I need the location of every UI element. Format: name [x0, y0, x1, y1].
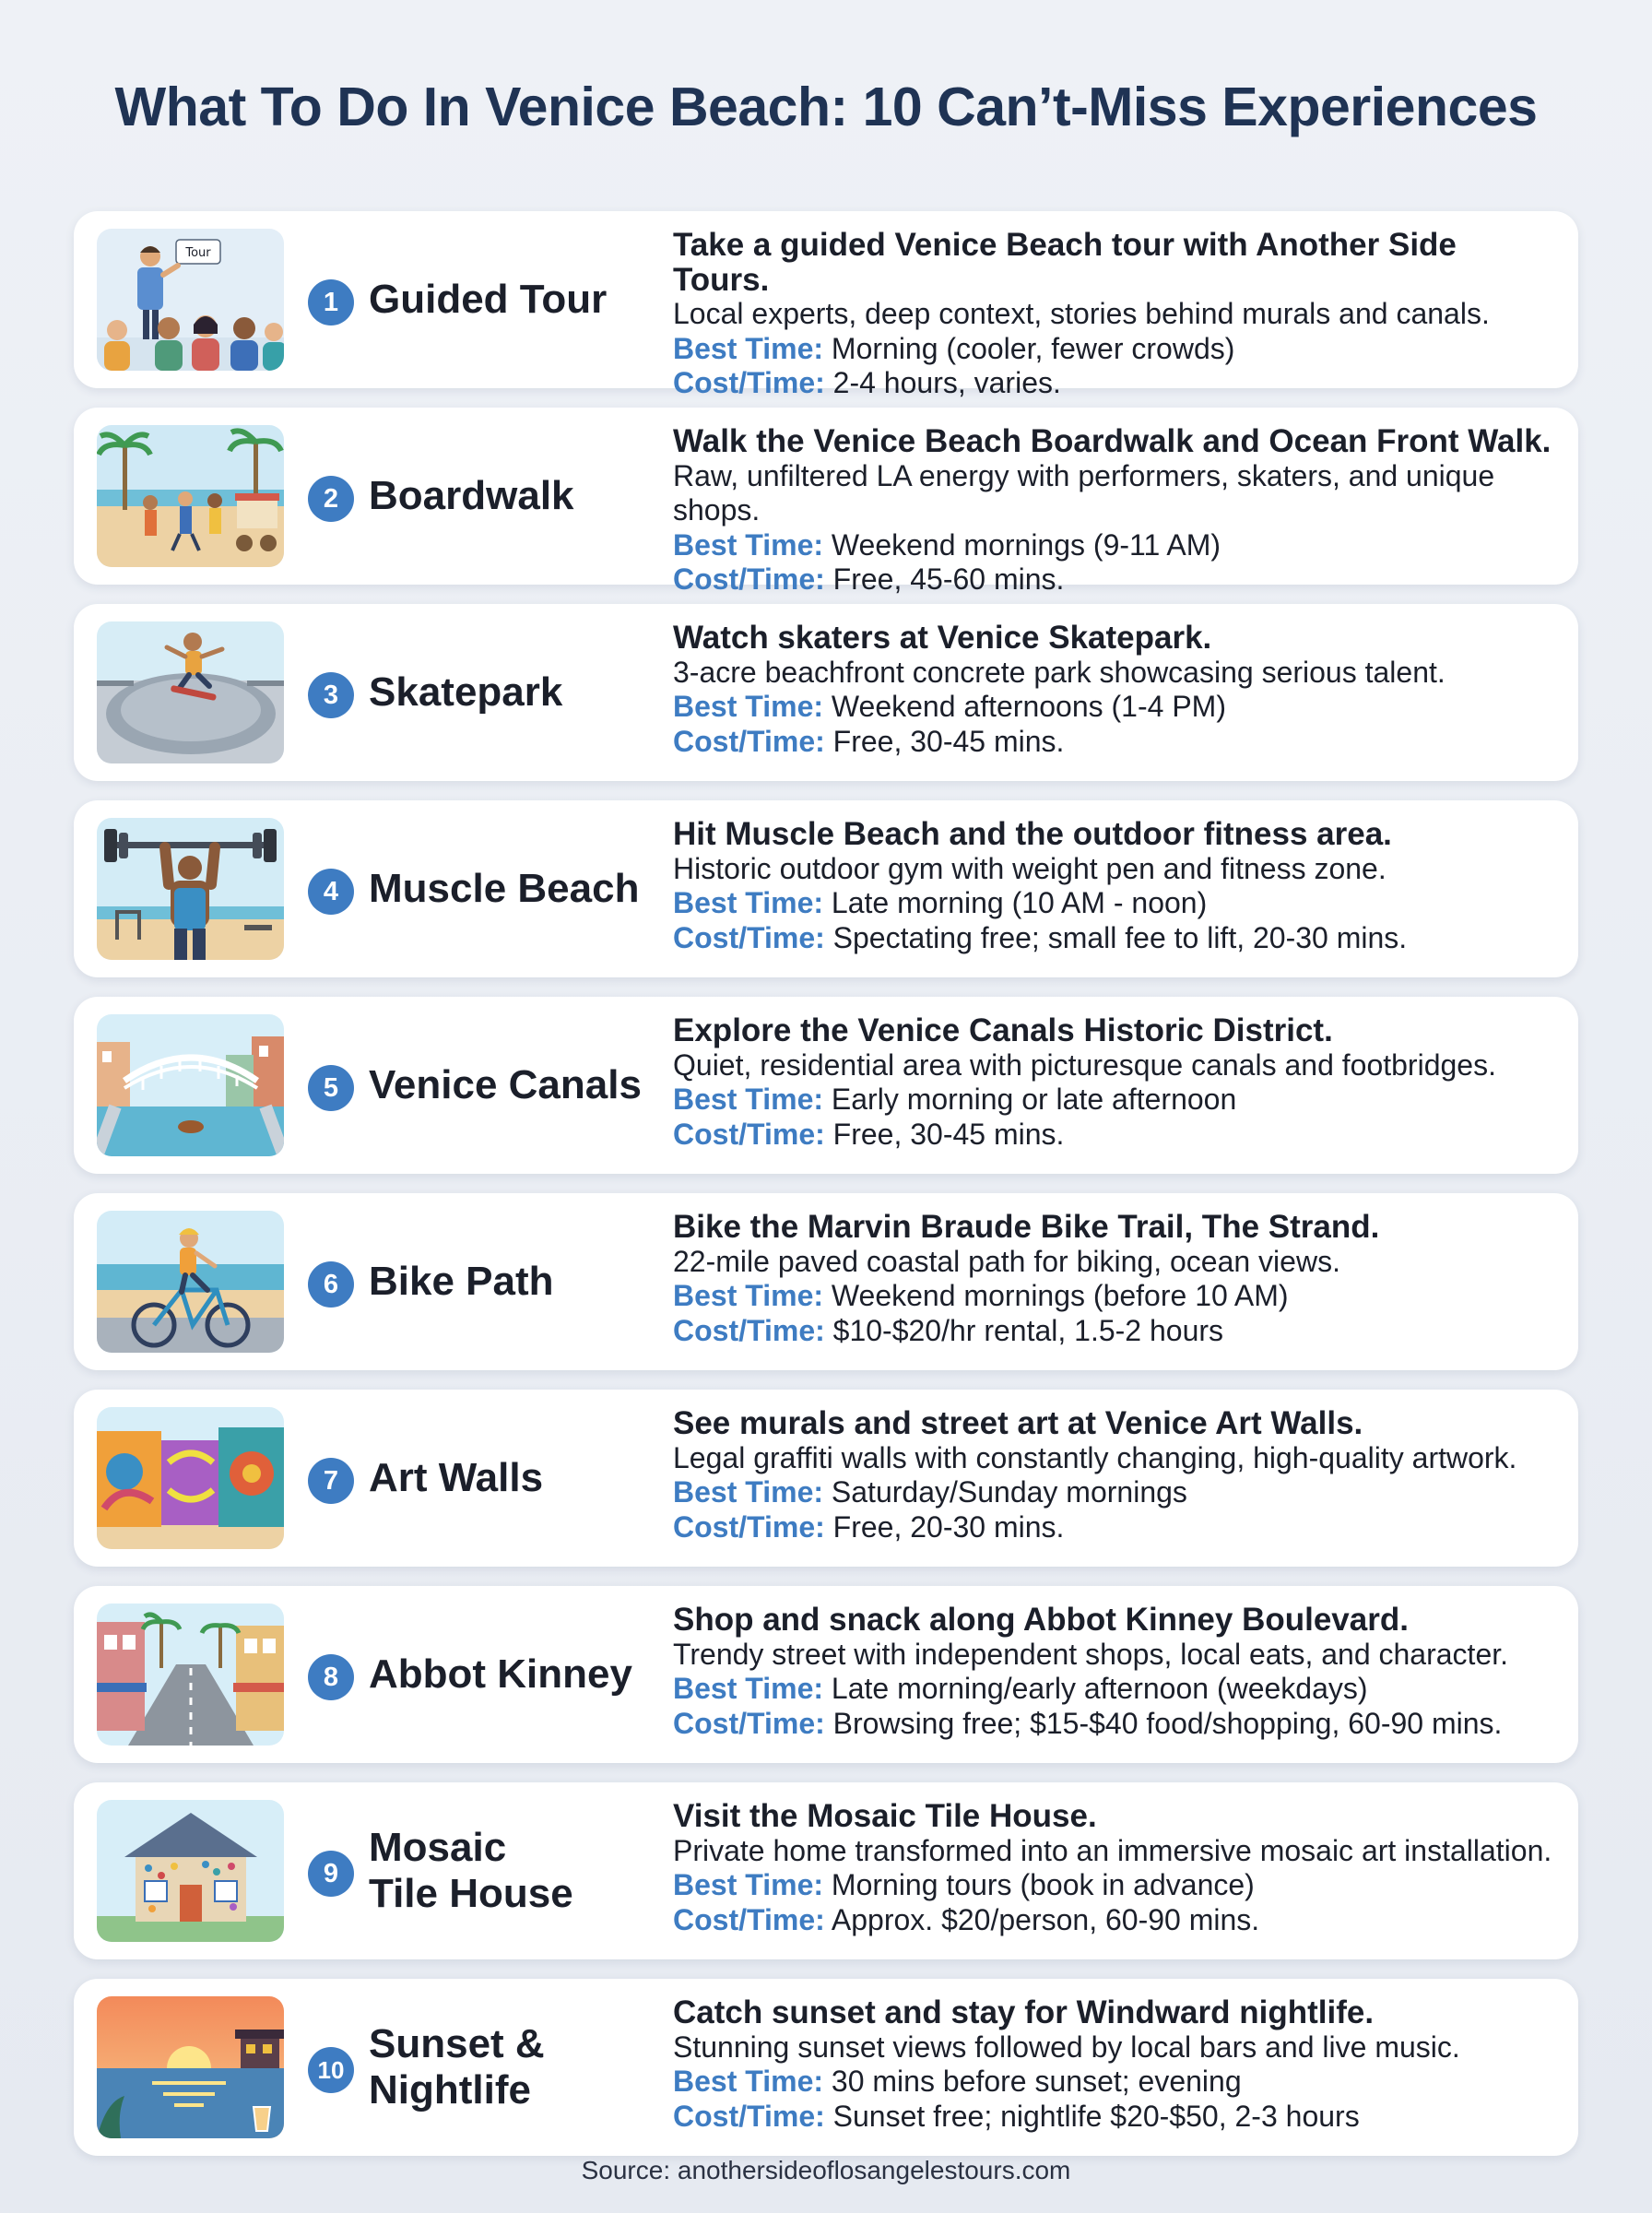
sunset-illustration: [97, 1996, 284, 2138]
best-time-value: Late morning/early afternoon (weekdays): [831, 1672, 1368, 1705]
item-best-time: [673, 690, 1558, 725]
item-number-badge: 2: [308, 476, 354, 522]
list-item: [74, 408, 1578, 596]
item-number-badge: 4: [308, 869, 354, 915]
cost-time-label: Cost/Time:: [673, 724, 825, 758]
cost-time-label: Cost/Time:: [673, 562, 825, 596]
item-number-badge: 10: [308, 2047, 354, 2093]
list-item: [74, 800, 1578, 977]
item-name: Bike Path: [369, 1259, 554, 1304]
item-name: Muscle Beach: [369, 866, 640, 911]
list-item: [74, 1193, 1578, 1370]
best-time-label: Best Time:: [673, 527, 824, 562]
item-name-line: Nightlife: [369, 2067, 531, 2112]
item-detail: Historic outdoor gym with weight pen and fitness zone.: [673, 851, 1386, 885]
skatepark-illustration: [97, 621, 284, 763]
page-title: What To Do In Venice Beach: 10 Can’t-Miss Experiences: [114, 77, 1538, 137]
item-detail: Legal graffiti walls with constantly changing, high-quality artwork.: [673, 1440, 1517, 1474]
item-name: Guided Tour: [369, 277, 608, 322]
boardwalk-illustration: [97, 425, 284, 567]
item-name-line: Tile House: [369, 1871, 573, 1916]
list-item: [74, 1979, 1578, 2156]
best-time-label: Best Time:: [673, 1672, 824, 1705]
mosaic-house-illustration: [97, 1800, 284, 1942]
item-cost-time: [673, 562, 1558, 598]
best-time-value: Morning (cooler, fewer crowds): [831, 331, 1235, 365]
item-detail: Local experts, deep context, stories behind murals and canals.: [673, 297, 1490, 330]
item-best-time: [673, 332, 1558, 367]
cost-time-value: 2-4 hours, varies.: [832, 366, 1061, 399]
item-cost-time: [673, 1118, 1558, 1153]
list-item: [74, 604, 1578, 781]
item-cost-time: [673, 921, 1558, 956]
item-detail: 3-acre beachfront concrete park showcasing serious talent.: [673, 655, 1446, 689]
best-time-label: Best Time:: [673, 690, 824, 723]
item-cost-time: [673, 1314, 1558, 1349]
cost-time-value: Sunset free; nightlife $20-$50, 2-3 hours: [832, 2099, 1360, 2133]
source-link[interactable]: Source: anothersideoflosangelestours.com: [581, 2156, 1071, 2184]
cost-time-label: Cost/Time:: [673, 1509, 825, 1544]
item-detail: Private home transformed into an immersive mosaic art installation.: [673, 1833, 1552, 1867]
tour-sign-text: Tour: [185, 246, 211, 260]
cost-time-value: Free, 30-45 mins.: [832, 724, 1065, 758]
item-detail: Stunning sunset views followed by local bars and live music.: [673, 2030, 1460, 2064]
item-headline: Visit the Mosaic Tile House.: [673, 1798, 1097, 1834]
bike-path-illustration: [97, 1211, 284, 1353]
item-number-badge: 3: [308, 672, 354, 718]
item-cost-time: [673, 725, 1558, 760]
best-time-value: Saturday/Sunday mornings: [831, 1475, 1187, 1509]
list-item: [74, 1390, 1578, 1567]
item-description: [673, 424, 1558, 598]
item-cost-time: [673, 1510, 1558, 1545]
item-detail: 22-mile paved coastal path for biking, ocean views.: [673, 1244, 1340, 1278]
item-headline: Walk the Venice Beach Boardwalk and Ocean Front Walk.: [673, 423, 1552, 459]
item-number-badge: 9: [308, 1851, 354, 1897]
item-headline: Hit Muscle Beach and the outdoor fitness area.: [673, 816, 1392, 852]
cost-time-value: $10-$20/hr rental, 1.5-2 hours: [832, 1313, 1224, 1347]
item-description: [673, 228, 1558, 401]
item-description: [673, 1603, 1558, 1741]
cost-time-value: Free, 30-45 mins.: [832, 1117, 1065, 1151]
list-item: [74, 1782, 1578, 1959]
cost-time-label: Cost/Time:: [673, 920, 825, 954]
item-number-badge: 7: [308, 1458, 354, 1504]
cost-time-label: Cost/Time:: [673, 1117, 825, 1151]
abbot-kinney-illustration: [97, 1604, 284, 1746]
art-walls-illustration: [97, 1407, 284, 1549]
item-number-badge: 8: [308, 1654, 354, 1700]
muscle-beach-illustration: [97, 818, 284, 960]
best-time-value: Weekend afternoons (1-4 PM): [831, 690, 1226, 723]
item-description: [673, 1799, 1558, 1937]
cost-time-label: Cost/Time:: [673, 366, 825, 399]
item-best-time: [673, 1279, 1558, 1314]
best-time-value: Morning tours (book in advance): [831, 1868, 1255, 1901]
item-name: Venice Canals: [369, 1062, 642, 1107]
item-headline: Bike the Marvin Braude Bike Trail, The Strand.: [673, 1209, 1380, 1245]
item-cost-time: [673, 366, 1558, 401]
cost-time-value: Free, 45-60 mins.: [832, 562, 1065, 596]
item-name-line: Mosaic: [369, 1825, 507, 1870]
item-best-time: [673, 886, 1558, 921]
item-best-time: [673, 2065, 1558, 2100]
item-name: Abbot Kinney: [369, 1651, 632, 1697]
item-description: [673, 621, 1558, 759]
item-description: [673, 1013, 1558, 1152]
list-item: [74, 997, 1578, 1174]
item-name: Skatepark: [369, 669, 563, 715]
list-item: [74, 1586, 1578, 1763]
item-description: [673, 1406, 1558, 1544]
guided-tour-illustration: [97, 229, 284, 371]
item-headline: Take a guided Venice Beach tour with Another Side Tours.: [673, 227, 1457, 298]
best-time-label: Best Time:: [673, 1475, 824, 1509]
item-best-time: [673, 528, 1558, 563]
item-name: [369, 1782, 719, 1959]
best-time-value: Weekend mornings (before 10 AM): [831, 1279, 1289, 1312]
item-headline: Shop and snack along Abbot Kinney Boulevard.: [673, 1602, 1409, 1638]
item-name-line: Sunset &: [369, 2021, 545, 2066]
item-detail: Quiet, residential area with picturesque canals and footbridges.: [673, 1047, 1496, 1082]
item-cost-time: [673, 1903, 1558, 1938]
cost-time-label: Cost/Time:: [673, 1902, 825, 1936]
venice-canals-illustration: [97, 1014, 284, 1156]
cost-time-value: Approx. $20/person, 60-90 mins.: [831, 1902, 1260, 1936]
cost-time-label: Cost/Time:: [673, 2099, 825, 2133]
best-time-label: Best Time:: [673, 2065, 824, 2098]
cost-time-label: Cost/Time:: [673, 1706, 825, 1740]
best-time-label: Best Time:: [673, 1279, 824, 1312]
item-best-time: [673, 1475, 1558, 1510]
item-number-badge: 1: [308, 279, 354, 325]
experience-list: [74, 211, 1578, 2175]
item-description: [673, 1210, 1558, 1348]
item-best-time: [673, 1672, 1558, 1707]
best-time-value: Late morning (10 AM - noon): [831, 886, 1208, 919]
item-detail: Raw, unfiltered LA energy with performers, skaters, and unique shops.: [673, 458, 1495, 527]
item-name: [369, 1979, 719, 2156]
item-name: Art Walls: [369, 1455, 544, 1500]
best-time-label: Best Time:: [673, 1868, 824, 1901]
item-number-badge: 6: [308, 1261, 354, 1308]
cost-time-value: Free, 20-30 mins.: [832, 1509, 1065, 1544]
best-time-value: Early morning or late afternoon: [831, 1083, 1237, 1116]
item-headline: See murals and street art at Venice Art Walls.: [673, 1405, 1363, 1441]
item-headline: Catch sunset and stay for Windward nightlife.: [673, 1994, 1375, 2030]
best-time-label: Best Time:: [673, 331, 824, 365]
best-time-value: 30 mins before sunset; evening: [831, 2065, 1242, 2098]
cost-time-label: Cost/Time:: [673, 1313, 825, 1347]
best-time-label: Best Time:: [673, 1083, 824, 1116]
best-time-value: Weekend mornings (9-11 AM): [831, 527, 1221, 562]
item-cost-time: [673, 1707, 1558, 1742]
item-detail: Trendy street with independent shops, local eats, and character.: [673, 1637, 1509, 1671]
item-best-time: [673, 1868, 1558, 1903]
list-item: [74, 211, 1578, 399]
cost-time-value: Browsing free; $15-$40 food/shopping, 60-90 mins.: [832, 1706, 1503, 1740]
cost-time-value: Spectating free; small fee to lift, 20-30 mins.: [832, 920, 1408, 954]
item-description: [673, 1995, 1558, 2134]
best-time-label: Best Time:: [673, 886, 824, 919]
item-best-time: [673, 1083, 1558, 1118]
item-headline: Watch skaters at Venice Skatepark.: [673, 620, 1212, 656]
item-cost-time: [673, 2100, 1558, 2135]
item-number-badge: 5: [308, 1065, 354, 1111]
item-description: [673, 817, 1558, 955]
item-headline: Explore the Venice Canals Historic District.: [673, 1012, 1333, 1048]
item-name: Boardwalk: [369, 473, 574, 518]
